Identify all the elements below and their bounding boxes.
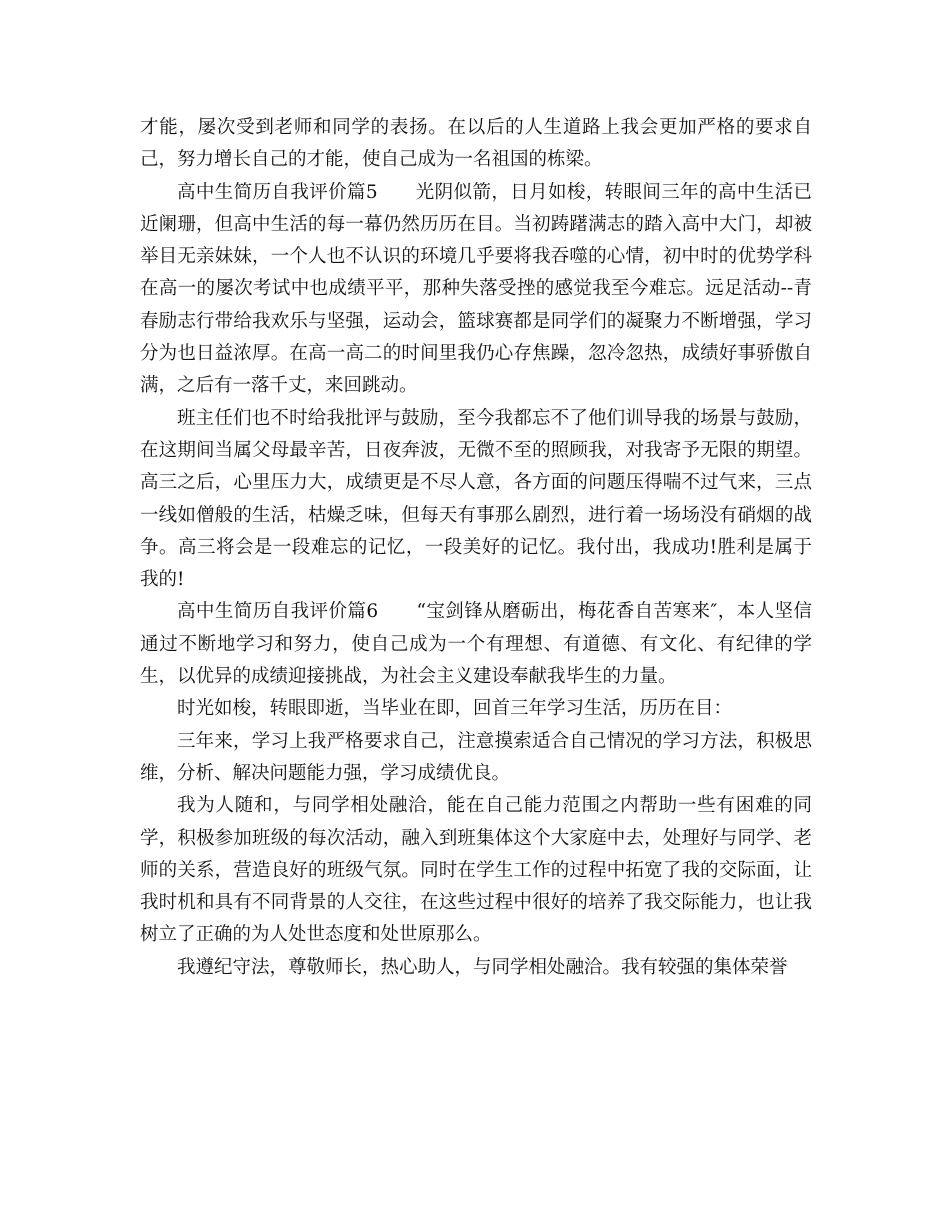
paragraph-8: 我遵纪守法，尊敬师长，热心助人，与同学相处融洽。我有较强的集体荣誉 (177, 956, 788, 978)
paragraph-3: 班主任们也不时给我批评与鼓励，至今我都忘不了他们训导我的场景与鼓励，在这期间当属父母最辛苦，日夜奔波，无微不至的照顾我，对我寄予无限的期望。高三之后，心里压力大，成绩更是不尽人意，各方面的问题压得喘不过气来，三点一线如僧般的生活，枯燥乏味，但每天有事那么剧烈，进行着一场场没有硝烟的战争。高三将会是一段难忘的记忆，一段美好的记忆。我付出，我成功!胜利是属于我的! (140, 407, 812, 591)
paragraph-2: 高中生简历自我评价篇5 光阴似箭，日月如梭，转眼间三年的高中生活已近阑珊，但高中生活的每一幕仍然历历在目。当初踌躇满志的踏入高中大门，却被举目无亲妹妹，一个人也不认识的环境几乎要将我吞噬的心情，初中时的优势学科在高一的屡次考试中也成绩平平，那种失落受挫的感觉我至今难忘。远足活动--青春励志行带给我欢乐与坚强，运动会，篮球赛都是同学们的凝聚力不断增强，学习分为也日益浓厚。在高一高二的时间里我仍心存焦躁，忽冷忽热，成绩好事骄傲自满，之后有一落千丈，来回跳动。 (140, 181, 812, 397)
paragraph-1: 才能，屡次受到老师和同学的表扬。在以后的人生道路上我会更加严格的要求自己，努力增长自己的才能，使自己成为一名祖国的栋梁。 (140, 117, 812, 171)
document-body (140, 112, 812, 984)
paragraph-6: 三年来，学习上我严格要求自己，注意摸索适合自己情况的学习方法，积极思维，分析、解决问题能力强，学习成绩优良。 (140, 730, 812, 784)
paragraph-5: 时光如梭，转眼即逝，当毕业在即，回首三年学习生活，历历在目： (177, 698, 733, 720)
paragraph-7: 我为人随和，与同学相处融洽，能在自己能力范围之内帮助一些有困难的同学，积极参加班级的每次活动，融入到班集体这个大家庭中去，处理好与同学、老师的关系，营造良好的班级气氛。同时在学生工作的过程中拓宽了我的交际面，让我时机和具有不同背景的人交往，在这些过程中很好的培养了我交际能力，也让我树立了正确的为人处世态度和处世原那么。 (140, 795, 812, 946)
paragraph-4: 高中生简历自我评价篇6 “宝剑锋从磨砺出，梅花香自苦寒来″，本人坚信通过不断地学习和努力，使自己成为一个有理想、有道德、有文化、有纪律的学生，以优异的成绩迎接挑战，为社会主义建设奉献我毕生的力量。 (140, 601, 812, 688)
